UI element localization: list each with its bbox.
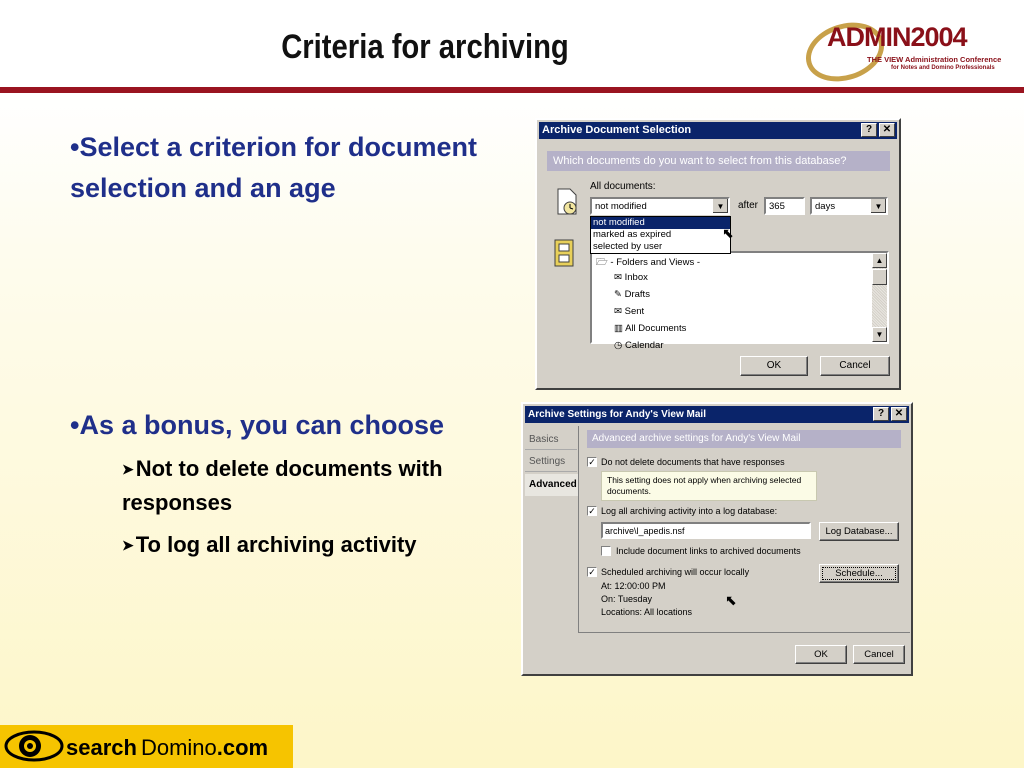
close-button[interactable]: ✕ — [879, 123, 895, 137]
document-clock-icon — [555, 188, 581, 216]
no-delete-responses-checkbox[interactable]: ✓ — [588, 457, 596, 467]
chevron-down-icon[interactable]: ▼ — [712, 199, 728, 213]
dropdown-option-not-modified[interactable]: not modified — [591, 217, 730, 229]
sub-bullet-no-delete — [122, 452, 482, 520]
criterion-select[interactable] — [590, 197, 730, 215]
scheduled-locally-checkbox[interactable]: ✓ — [588, 567, 596, 577]
dialog-header: Which documents do you want to select from this database? — [547, 151, 890, 171]
tree-item-label: Calendar — [624, 340, 664, 351]
tab-basics[interactable]: Basics — [525, 430, 577, 450]
slide-title: Criteria for archiving — [281, 28, 569, 66]
unit-select[interactable] — [810, 197, 888, 215]
schedule-button[interactable]: Schedule... — [819, 564, 899, 583]
sub-bullet-text: Not to delete documents with responses — [122, 456, 443, 515]
unit-value: days — [815, 201, 836, 212]
admin2004-logo — [805, 18, 1002, 80]
log-database-input[interactable] — [601, 522, 811, 539]
tab-settings[interactable]: Settings — [525, 452, 577, 472]
after-label: after — [738, 200, 759, 211]
ok-button[interactable]: OK — [795, 645, 847, 664]
footer-search: search — [66, 735, 137, 760]
bullet-select-criterion: •Select a criterion for document selection and an age — [70, 132, 478, 203]
chevron-down-icon[interactable]: ▼ — [870, 199, 886, 213]
log-activity-checkbox[interactable]: ✓ — [588, 506, 596, 516]
dropdown-option-selected-by-user[interactable]: selected by user — [593, 241, 663, 252]
scroll-up-icon[interactable]: ▲ — [872, 253, 887, 268]
drafts-icon: ✎ — [614, 289, 622, 300]
schedule-time: At: 12:00:00 PM — [601, 581, 666, 591]
schedule-locations: Locations: All locations — [601, 607, 693, 617]
criterion-dropdown-list[interactable] — [590, 216, 731, 254]
tab-advanced[interactable]: Advanced — [525, 474, 579, 496]
logo-tagline: THE VIEW Administration Conference — [867, 55, 1002, 64]
footer-com: .com — [216, 735, 269, 760]
cancel-button[interactable]: Cancel — [853, 645, 905, 664]
tree-item-label: Drafts — [624, 289, 650, 300]
tree-item-drafts[interactable] — [614, 289, 650, 300]
folder-icon: 🗁 — [596, 257, 608, 268]
archive-settings-dialog — [521, 402, 913, 676]
dropdown-option-marked-expired[interactable]: marked as expired — [593, 229, 672, 240]
tree-item-calendar[interactable] — [614, 340, 664, 351]
ok-button[interactable]: OK — [740, 356, 808, 376]
folders-tree[interactable] — [590, 251, 889, 351]
mouse-cursor-icon: ⬉ — [722, 225, 734, 241]
tree-item-label: Sent — [624, 306, 645, 317]
age-value: 365 — [769, 201, 785, 212]
arrow-bullet-icon: ➤ — [122, 537, 134, 553]
bullet-bonus: •As a bonus, you can choose — [70, 410, 445, 440]
age-input[interactable] — [764, 197, 805, 215]
tree-root-label: - Folders and Views - — [610, 257, 701, 268]
panel-header: Advanced archive settings for Andy's View Mail — [587, 430, 901, 448]
scheduled-locally-label: Scheduled archiving will occur locally — [601, 567, 750, 577]
searchdomino-logo — [0, 725, 293, 768]
calendar-icon: ◷ — [614, 340, 623, 351]
include-links-label: Include document links to archived documents — [616, 546, 801, 556]
tree-item-sent[interactable] — [614, 306, 644, 317]
info-note: This setting does not apply when archiving selected documents. — [601, 471, 817, 501]
tree-item-inbox[interactable] — [614, 272, 648, 283]
inbox-icon: ✉ — [614, 272, 622, 283]
tree-item-label: All Documents — [625, 323, 687, 334]
log-activity-label: Log all archiving activity into a log database: — [601, 506, 778, 516]
footer-domino: Domino — [140, 735, 217, 760]
archive-document-selection-dialog — [535, 118, 901, 390]
cancel-button[interactable]: Cancel — [820, 356, 890, 376]
dialog-titlebar: Archive Settings for Andy's View Mail — [525, 406, 909, 423]
sub-bullet-log — [122, 528, 482, 562]
tree-scrollbar[interactable] — [872, 253, 887, 342]
log-database-value: archive\l_apedis.nsf — [605, 526, 685, 536]
all-documents-icon: ▥ — [614, 323, 623, 334]
eye-icon — [4, 729, 64, 763]
sent-icon: ✉ — [614, 306, 622, 317]
scroll-thumb[interactable] — [872, 269, 887, 285]
dialog-titlebar: Archive Document Selection — [539, 122, 897, 139]
tree-root[interactable] — [596, 255, 700, 271]
header-divider — [0, 87, 1024, 93]
logo-subtagline: for Notes and Domino Professionals — [891, 65, 995, 71]
sub-bullet-text: To log all archiving activity — [135, 532, 417, 557]
arrow-bullet-icon: ➤ — [122, 461, 134, 477]
no-delete-responses-label: Do not delete documents that have responses — [601, 457, 785, 467]
all-documents-label: All documents: — [590, 181, 656, 192]
tab-bottom-divider — [578, 632, 910, 633]
help-button[interactable]: ? — [861, 123, 877, 137]
criterion-value: not modified — [595, 201, 647, 212]
mouse-cursor-icon: ⬉ — [725, 592, 737, 608]
logo-brand: ADMIN2004 — [827, 22, 967, 52]
schedule-day: On: Tuesday — [601, 594, 653, 604]
file-cabinet-icon — [552, 238, 578, 268]
include-links-checkbox[interactable] — [601, 546, 611, 556]
tree-item-label: Inbox — [624, 272, 648, 283]
scroll-down-icon[interactable]: ▼ — [872, 327, 887, 342]
tree-item-all-documents[interactable] — [614, 323, 686, 334]
close-button[interactable]: ✕ — [891, 407, 907, 421]
tab-divider — [578, 426, 579, 632]
help-button[interactable]: ? — [873, 407, 889, 421]
log-database-button[interactable]: Log Database... — [819, 522, 899, 541]
